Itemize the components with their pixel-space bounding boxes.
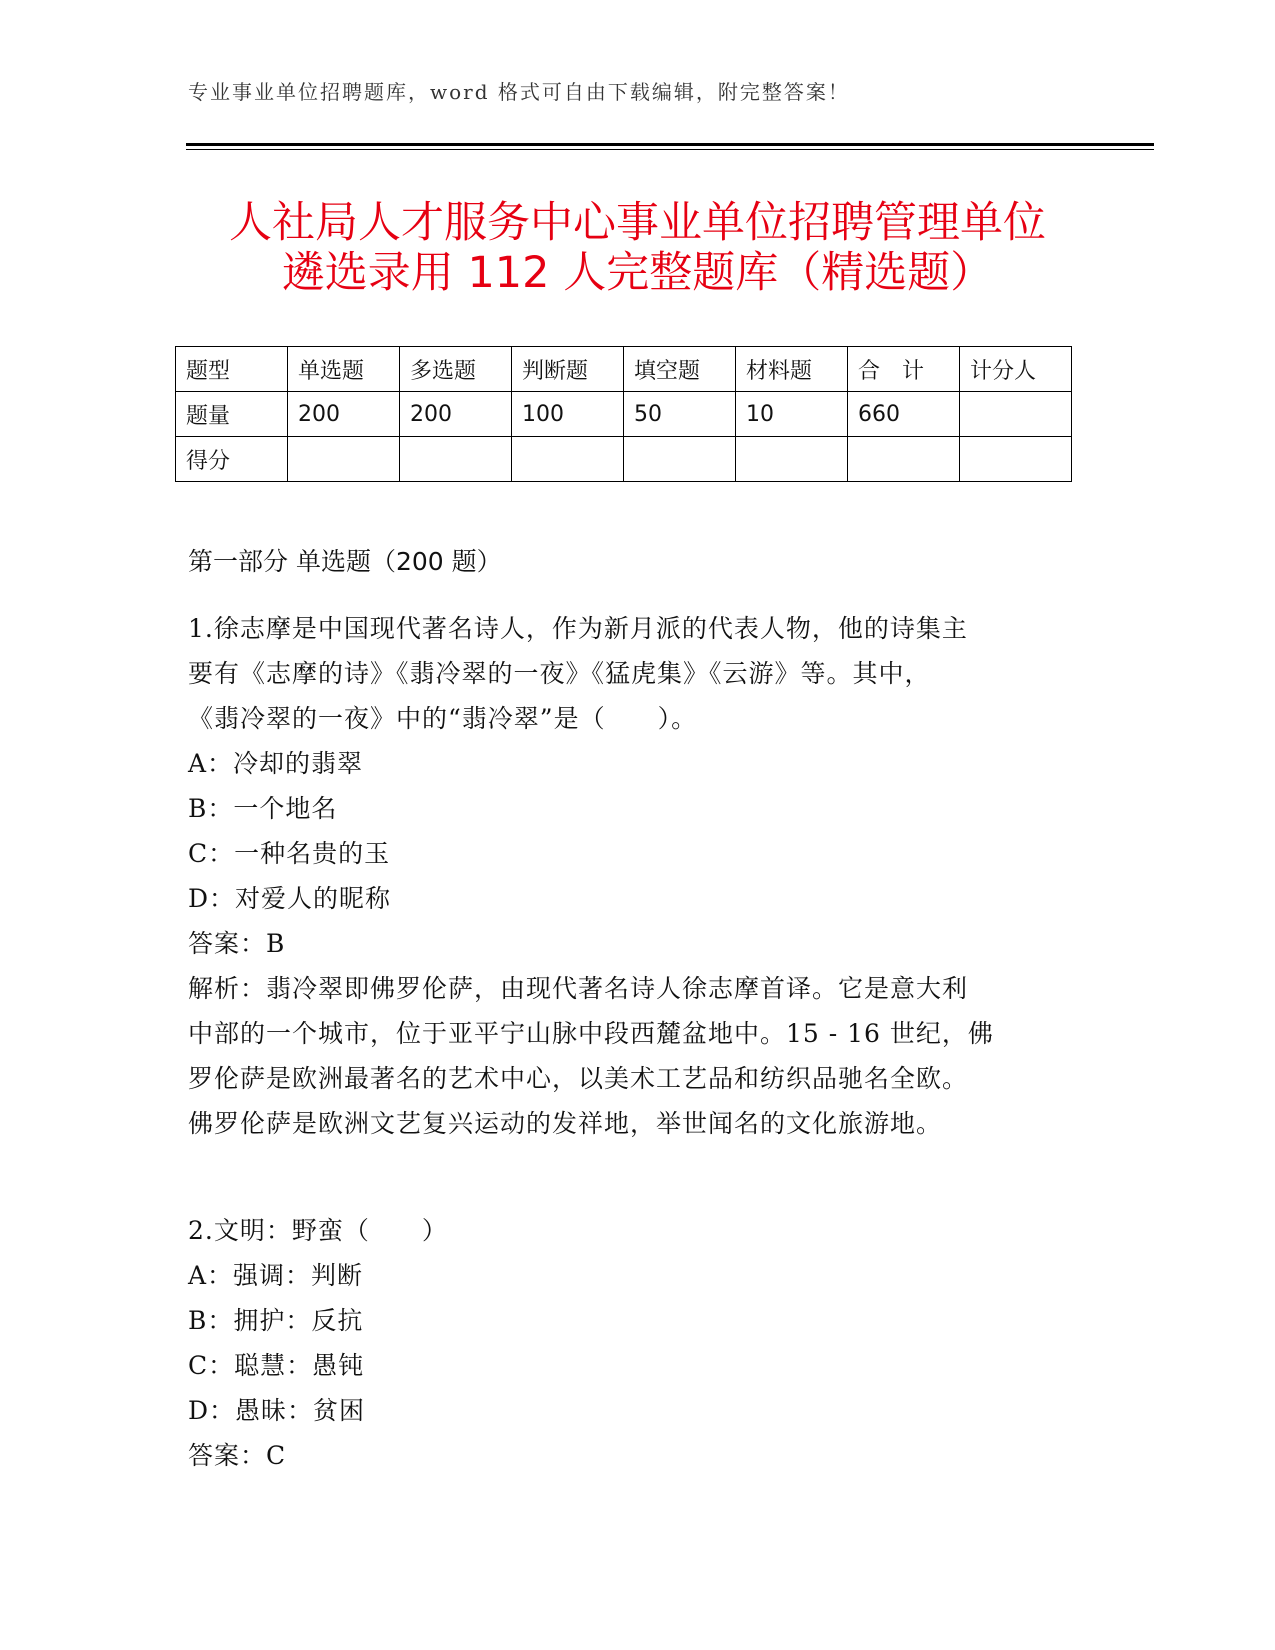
question-stem-line: 《翡冷翠的一夜》中的“翡冷翠”是（ ）。 — [188, 704, 698, 733]
option-c: C：一种名贵的玉 — [188, 839, 391, 868]
analysis-text: 翡冷翠即佛罗伦萨，由现代著名诗人徐志摩首译。它是意大利 — [266, 974, 969, 1003]
score-table — [175, 346, 1072, 482]
table-cell: 200 — [288, 392, 400, 437]
answer-label: 答案： — [188, 929, 267, 958]
option-d: D：愚昧：贫困 — [188, 1396, 366, 1425]
analysis-line — [188, 966, 1088, 1011]
header-note: 专业事业单位招聘题库，word 格式可自由下载编辑，附完整答案！ — [188, 80, 850, 104]
table-cell: 题型 — [176, 347, 288, 392]
table-cell: 判断题 — [512, 347, 624, 392]
table-cell: 单选题 — [288, 347, 400, 392]
analysis-text: 罗伦萨是欧洲最著名的艺术中心，以美术工艺品和纺织品驰名全欧。 — [188, 1064, 969, 1093]
table-cell — [960, 392, 1072, 437]
option-a: A：冷却的翡翠 — [188, 749, 364, 778]
table-cell: 合 计 — [848, 347, 960, 392]
table-cell: 得分 — [176, 437, 288, 482]
answer-value: C — [266, 1441, 287, 1470]
question-stem-line: 要有《志摩的诗》《翡冷翠的一夜》《猛虎集》《云游》等。其中， — [188, 659, 931, 688]
score-table-score-row — [176, 437, 1072, 482]
option-b: B：拥护：反抗 — [188, 1306, 364, 1335]
score-table-count-row — [176, 392, 1072, 437]
option-a: A：强调：判断 — [188, 1261, 364, 1290]
table-cell: 200 — [400, 392, 512, 437]
option-d: D：对爱人的昵称 — [188, 884, 392, 913]
table-cell: 题量 — [176, 392, 288, 437]
question-stem-line: 2.文明：野蛮（ ） — [188, 1216, 448, 1245]
answer-label: 答案： — [188, 1441, 267, 1470]
option-c: C：聪慧：愚钝 — [188, 1351, 365, 1380]
score-table-header-row — [176, 347, 1072, 392]
table-cell — [288, 437, 400, 482]
title-line-2: 遴选录用 112 人完整题库（精选题） — [281, 248, 994, 298]
answer-line — [188, 921, 1088, 966]
table-cell: 多选题 — [400, 347, 512, 392]
analysis-text: 佛罗伦萨是欧洲文艺复兴运动的发祥地，举世闻名的文化旅游地。 — [188, 1109, 943, 1138]
answer-line — [188, 1433, 1088, 1478]
table-cell — [512, 437, 624, 482]
table-cell — [960, 437, 1072, 482]
answer-value: B — [266, 929, 286, 958]
analysis-label: 解析： — [188, 974, 267, 1003]
table-cell: 100 — [512, 392, 624, 437]
table-cell — [400, 437, 512, 482]
option-b: B：一个地名 — [188, 794, 338, 823]
table-cell: 材料题 — [736, 347, 848, 392]
table-cell — [736, 437, 848, 482]
title-line-1: 人社局人才服务中心事业单位招聘管理单位 — [229, 198, 1046, 248]
table-cell: 填空题 — [624, 347, 736, 392]
header-rule-thin — [186, 149, 1154, 150]
question-2 — [188, 1208, 1088, 1478]
table-cell — [624, 437, 736, 482]
analysis-text: 中部的一个城市，位于亚平宁山脉中段西麓盆地中。15 - 16 世纪，佛 — [188, 1019, 994, 1048]
section-title: 第一部分 单选题（200 题） — [188, 547, 502, 576]
table-cell: 计分人 — [960, 347, 1072, 392]
table-cell: 50 — [624, 392, 736, 437]
table-cell — [848, 437, 960, 482]
table-cell: 660 — [848, 392, 960, 437]
header-rule-thick — [186, 143, 1154, 146]
document-title — [140, 198, 1135, 298]
question-stem-line: 1.徐志摩是中国现代著名诗人，作为新月派的代表人物，他的诗集主 — [188, 614, 968, 643]
table-cell: 10 — [736, 392, 848, 437]
question-1 — [188, 606, 1088, 1146]
